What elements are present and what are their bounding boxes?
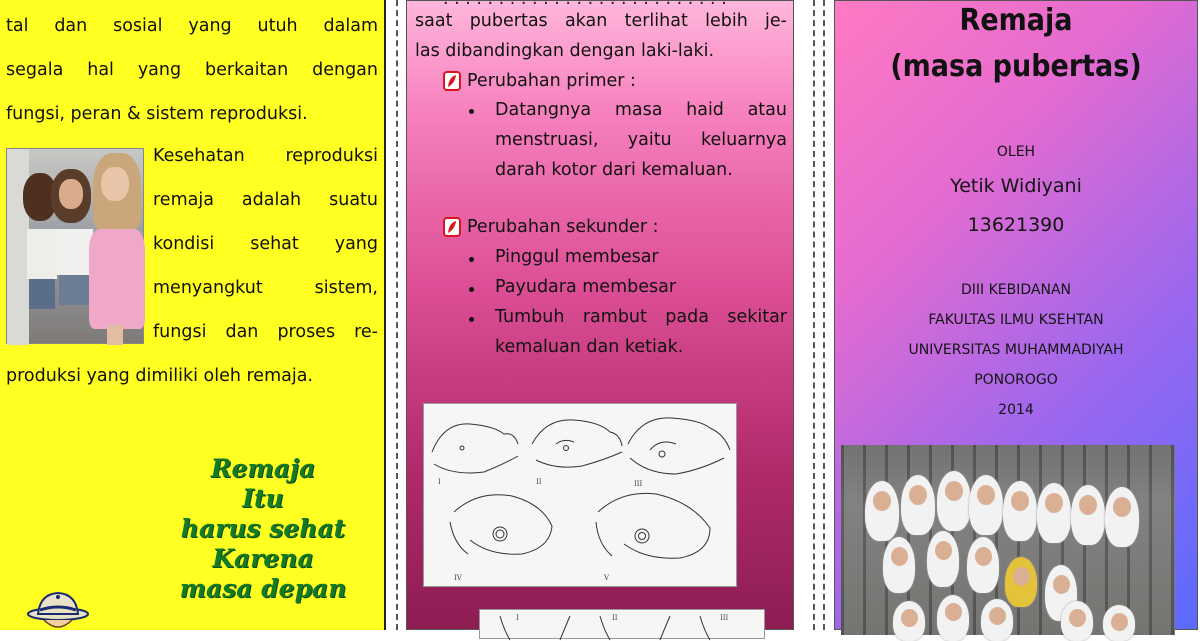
student-id: 13621390 bbox=[967, 214, 1065, 236]
secondary-item-continuation: kemaluan dan ketiak. bbox=[495, 337, 684, 357]
red-leaf-bullet-icon bbox=[443, 71, 461, 91]
fold-line bbox=[823, 0, 825, 630]
paragraph-line: Kesehatan reproduksi bbox=[153, 146, 378, 166]
cut-off-line bbox=[407, 0, 787, 7]
institution-line: PONOROGO bbox=[974, 372, 1058, 388]
by-label: OLEH bbox=[996, 144, 1036, 160]
stage-label: II bbox=[612, 614, 618, 622]
bullet-dot bbox=[469, 287, 474, 292]
paragraph-line: kondisi sehat yang bbox=[153, 234, 378, 254]
secondary-changes-heading: Perubahan sekunder : bbox=[467, 217, 659, 237]
intro-line: tal dan sosial yang utuh dalam bbox=[6, 16, 378, 36]
stage-label: III bbox=[720, 614, 729, 622]
reproductive-health-paragraph bbox=[153, 134, 378, 354]
midwifery-students-group-photo bbox=[841, 445, 1175, 635]
primary-changes-heading: Perubahan primer : bbox=[467, 71, 636, 91]
slogan-line: Itu bbox=[242, 484, 284, 513]
primary-item-line: darah kotor dari kemaluan. bbox=[495, 160, 733, 180]
fold-line bbox=[813, 0, 815, 630]
teen-girls-photo bbox=[6, 148, 144, 344]
intro-line: saat pubertas akan terlihat lebih je- bbox=[415, 11, 787, 31]
slogan-line: Karena bbox=[212, 544, 314, 573]
intro-line: segala hal yang berkaitan dengan bbox=[6, 60, 378, 80]
paragraph-end-line bbox=[6, 354, 378, 398]
stage-label: III bbox=[634, 480, 643, 488]
leaflet-panel-middle bbox=[406, 0, 794, 630]
stage-label: IV bbox=[454, 574, 462, 582]
intro-line: las dibandingkan dengan laki-laki. bbox=[415, 41, 715, 61]
stage-label: V bbox=[604, 574, 610, 582]
institution-line: FAKULTAS ILMU KSEHTAN bbox=[928, 312, 1104, 328]
intro-line: fungsi, peran & sistem reproduksi. bbox=[6, 104, 308, 124]
paragraph-line: menyangkut sistem, bbox=[153, 278, 378, 298]
slogan-line: Remaja bbox=[210, 454, 316, 483]
slogan bbox=[150, 454, 376, 604]
intro-paragraph bbox=[6, 4, 378, 136]
slogan-line: masa depan bbox=[179, 574, 347, 603]
leaflet-panel-left bbox=[0, 0, 386, 630]
bullet-dot bbox=[469, 109, 474, 114]
fold-line bbox=[396, 0, 398, 630]
paragraph-line: remaja adalah suatu bbox=[153, 190, 378, 210]
paragraph-line: fungsi dan proses re- bbox=[153, 322, 378, 342]
stage-label: I bbox=[438, 478, 441, 486]
bullet-dot bbox=[469, 317, 474, 322]
institution-line: 2014 bbox=[998, 402, 1034, 418]
pubic-hair-stages-figure bbox=[479, 609, 765, 639]
red-leaf-bullet-icon bbox=[443, 217, 461, 237]
cover-title: Remaja bbox=[959, 3, 1073, 38]
secondary-item: Tumbuh rambut pada sekitar bbox=[495, 307, 787, 327]
institution-line: UNIVERSITAS MUHAMMADIYAH bbox=[908, 342, 1124, 358]
secondary-item: Payudara membesar bbox=[495, 277, 677, 297]
slogan-line: harus sehat bbox=[180, 514, 346, 543]
breast-development-stages-figure bbox=[423, 403, 737, 587]
primary-item-line: menstruasi, yaitu keluarnya bbox=[495, 130, 787, 150]
author-name: Yetik Widiyani bbox=[950, 175, 1082, 197]
safari-hat-cartoon-icon bbox=[26, 590, 90, 630]
cover-subtitle: (masa pubertas) bbox=[890, 49, 1142, 84]
primary-item-line: Datangnya masa haid atau bbox=[495, 100, 787, 120]
leaflet-cover-panel bbox=[834, 0, 1198, 630]
secondary-item: Pinggul membesar bbox=[495, 247, 659, 267]
stage-label: I bbox=[516, 614, 519, 622]
bullet-dot bbox=[469, 257, 474, 262]
paragraph-line: produksi yang dimiliki oleh remaja. bbox=[6, 366, 313, 386]
stage-label: II bbox=[536, 478, 542, 486]
institution-line: DIII KEBIDANAN bbox=[960, 282, 1071, 298]
